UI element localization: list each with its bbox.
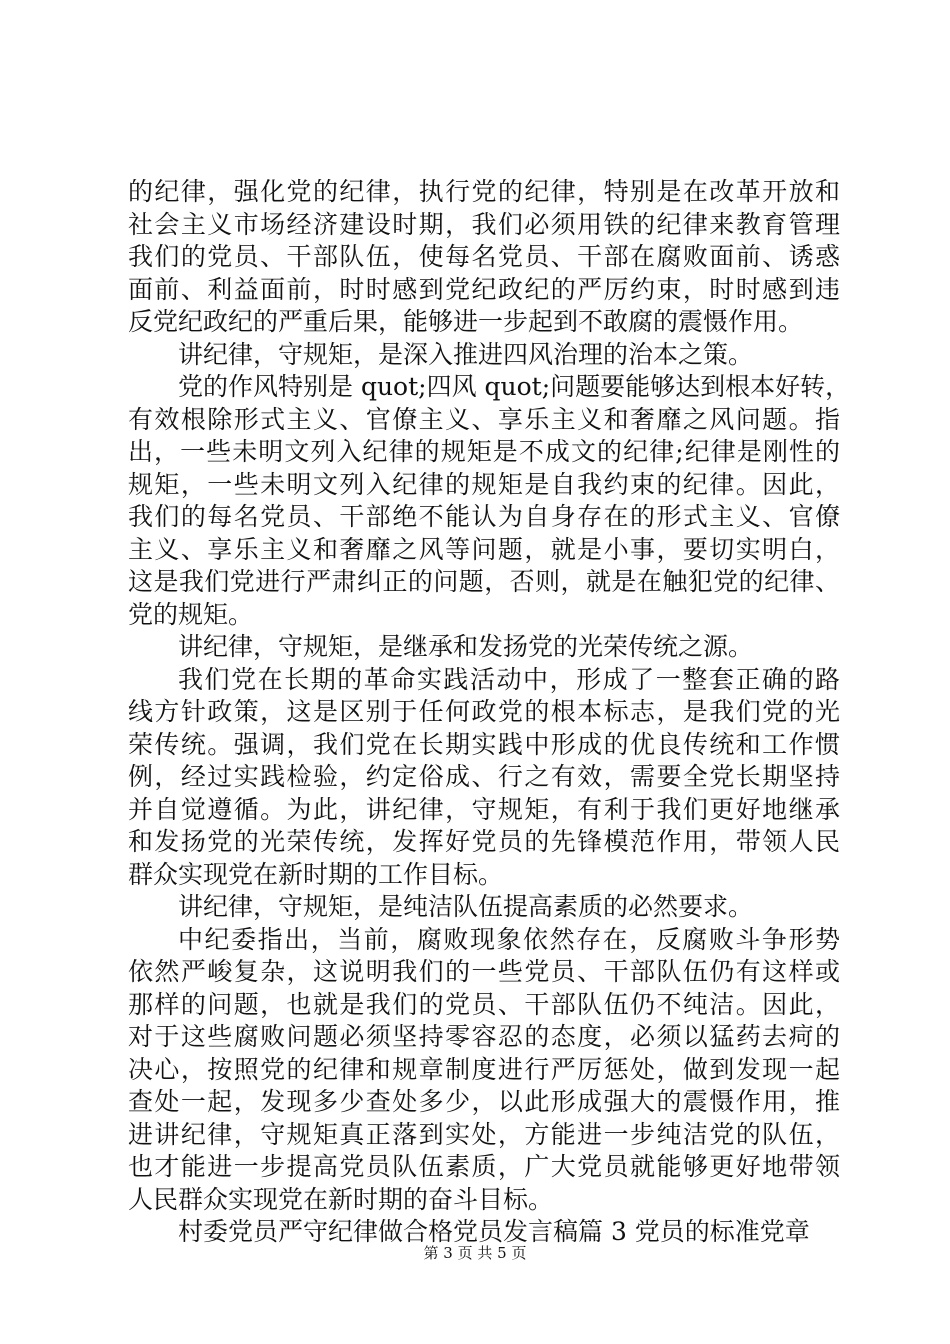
text-line: 并自觉遵循。为此，讲纪律，守规矩，有利于我们更好地继承 bbox=[128, 794, 840, 824]
text-line: 我们的每名党员、干部绝不能认为自身存在的形式主义、官僚 bbox=[128, 502, 840, 531]
text-line: 面前、利益面前，时时感到党纪政纪的严厉约束，时时感到违 bbox=[128, 274, 840, 304]
section-heading: 讲纪律，守规矩，是深入推进四风治理的治本之策。 bbox=[178, 339, 754, 369]
text-line: 我们的党员、干部队伍，使每名党员、干部在腐败面前、诱惑 bbox=[128, 242, 840, 271]
text-line: 我们党在长期的革命实践活动中，形成了一整套正确的路 bbox=[178, 664, 840, 694]
text-line: 的纪律，强化党的纪律，执行党的纪律，特别是在改革开放和 bbox=[128, 177, 840, 206]
text-line: 和发扬党的光荣传统，发挥好党员的先锋模范作用，带领人民 bbox=[128, 827, 840, 856]
text-line: 村委党员严守纪律做合格党员发言稿篇 3 党员的标准党章 bbox=[178, 1217, 810, 1246]
text-line: 依然严峻复杂，这说明我们的一些党员、干部队伍仍有这样或 bbox=[128, 957, 840, 986]
text-line: 主义、享乐主义和奢靡之风等问题，就是小事，要切实明白， bbox=[128, 534, 840, 564]
page-number-footer: 第 3 页 共 5 页 bbox=[423, 1244, 527, 1262]
text-line: 荣传统。强调，我们党在长期实践中形成的优良传统和工作惯 bbox=[128, 729, 840, 759]
text-line: 进讲纪律，守规矩真正落到实处，方能进一步纯洁党的队伍， bbox=[128, 1119, 840, 1149]
text-line: 规矩，一些未明文列入纪律的规矩是自我约束的纪律。因此， bbox=[128, 469, 840, 499]
section-heading: 讲纪律，守规矩，是纯洁队伍提高素质的必然要求。 bbox=[178, 892, 754, 921]
text-line: 那样的问题，也就是我们的党员、干部队伍仍不纯洁。因此， bbox=[128, 989, 840, 1019]
text-line: 例，经过实践检验，约定俗成、行之有效，需要全党长期坚持 bbox=[128, 762, 840, 791]
text-line: 对于这些腐败问题必须坚持零容忍的态度，必须以猛药去疴的 bbox=[128, 1022, 840, 1051]
text-line: 社会主义市场经济建设时期，我们必须用铁的纪律来教育管理 bbox=[128, 209, 840, 239]
text-line: 查处一起，发现多少查处多少，以此形成强大的震慑作用，推 bbox=[128, 1087, 840, 1116]
text-line: 线方针政策，这是区别于任何政党的根本标志，是我们党的光 bbox=[128, 697, 840, 726]
text-line: 群众实现党在新时期的工作目标。 bbox=[128, 859, 504, 889]
section-heading: 讲纪律，守规矩，是继承和发扬党的光荣传统之源。 bbox=[178, 632, 754, 661]
text-line: 这是我们党进行严肃纠正的问题，否则，就是在触犯党的纪律、 bbox=[128, 567, 840, 596]
text-line: 党的规矩。 bbox=[128, 599, 254, 629]
text-line: 决心，按照党的纪律和规章制度进行严厉惩处，做到发现一起 bbox=[128, 1054, 840, 1084]
text-line: 中纪委指出，当前，腐败现象依然存在，反腐败斗争形势 bbox=[178, 924, 840, 954]
text-line: 党的作风特别是 quot;四风 quot;问题要能够达到根本好转， bbox=[178, 372, 851, 401]
document-body bbox=[128, 176, 851, 1249]
text-line: 有效根除形式主义、官僚主义、享乐主义和奢靡之风问题。指 bbox=[128, 404, 840, 434]
text-line: 反党纪政纪的严重后果，能够进一步起到不敢腐的震慑作用。 bbox=[128, 307, 804, 336]
text-line: 出，一些未明文列入纪律的规矩是不成文的纪律;纪律是刚性的 bbox=[128, 437, 840, 466]
text-line: 也才能进一步提高党员队伍素质，广大党员就能够更好地带领 bbox=[128, 1152, 840, 1181]
text-line: 人民群众实现党在新时期的奋斗目标。 bbox=[128, 1184, 554, 1214]
